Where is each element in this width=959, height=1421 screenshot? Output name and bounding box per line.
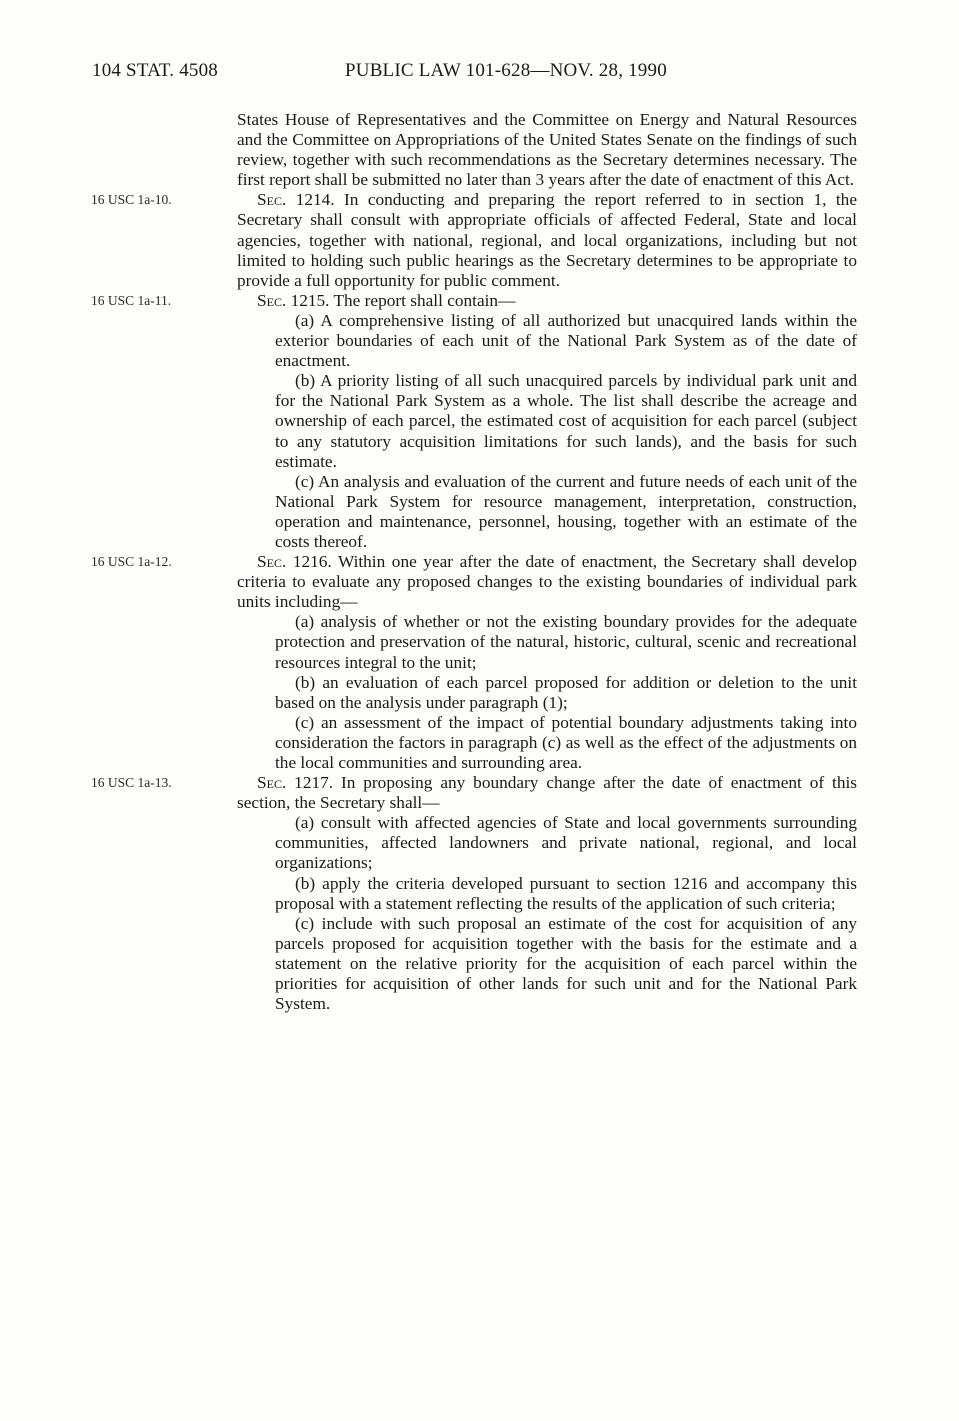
body-text [91, 110, 857, 1014]
running-head [92, 60, 872, 90]
section-1215 [91, 290, 857, 311]
section-1216 [91, 552, 857, 612]
section-label: Sec. 1217. [257, 773, 334, 793]
margin-note-1214: 16 USC 1a-10. [91, 192, 172, 208]
section-1215-item-b: (b) A priority listing of all such unacquired parcels by individual park unit and for the National Park System as a whole. The list shall describe the acreage and ownership of each parcel, the estimated cost of acquisition for each parcel (subject to any statutory acquisition limitations for such lands), and the basis for such estimate. [275, 371, 857, 471]
section-text: In proposing any boundary change after the date of enactment of this section, the Secretary shall— [237, 773, 857, 813]
section-text: In conducting and preparing the report referred to in section 1, the Secretary shall consult with appropriate officials of affected Federal, State and local agencies, together with national, regional, and local organizations, including but not limited to holding such public hearings as the Secretary determines to be appropriate to provide a full opportunity for public comment. [237, 190, 857, 290]
section-1216-item-c: (c) an assessment of the impact of potential boundary adjustments taking into consideration the factors in paragraph (c) as well as the effect of the adjustments on the local communities and surrounding area. [275, 712, 857, 772]
section-label: Sec. 1215. [257, 290, 330, 310]
margin-note-1216: 16 USC 1a-12. [91, 554, 172, 570]
section-1215-item-a: (a) A comprehensive listing of all authorized but unacquired lands within the exterior boundaries of each unit of the National Park System as of the date of enactment. [275, 310, 857, 371]
section-text: Within one year after the date of enactment, the Secretary shall develop criteria to evaluate any proposed changes to the existing boundaries of individual park units including— [237, 552, 857, 612]
margin-note-1215: 16 USC 1a-11. [91, 292, 172, 308]
section-1216-item-b: (b) an evaluation of each parcel proposed for addition or deletion to the unit based on the analysis under paragraph (1); [275, 672, 857, 712]
section-1217-item-a: (a) consult with affected agencies of State and local governments surrounding communities, affected landowners and private national, regional, and local organizations; [275, 813, 857, 873]
section-1217-item-c: (c) include with such proposal an estimate of the cost for acquisition of any parcels proposed for acquisition together with the basis for the estimate and a statement on the relative priority for the acquisition of each parcel within the priorities for acquisition of other lands for such unit and for the National Park System. [275, 913, 857, 1014]
section-label: Sec. 1216. [257, 552, 332, 572]
section-label: Sec. 1214. [257, 190, 335, 210]
margin-note-1217: 16 USC 1a-13. [91, 775, 172, 791]
continuation-paragraph: States House of Representatives and the Committee on Energy and Natural Resources and the Committee on Appropriations of the United States Senate on the findings of such review, together with such recommendations as the Secretary determines necessary. The first report shall be submitted no later than 3 years after the date of enactment of this Act. [237, 110, 857, 190]
section-1216-item-a: (a) analysis of whether or not the existing boundary provides for the adequate protection and preservation of the natural, historic, cultural, scenic and recreational resources integral to the unit; [275, 612, 857, 672]
section-1217 [91, 773, 857, 813]
section-1215-item-c: (c) An analysis and evaluation of the current and future needs of each unit of the National Park System for resource management, interpretation, construction, operation and maintenance, personnel, housing, together with an estimate of the costs thereof. [275, 471, 857, 551]
section-text: The report shall contain— [329, 290, 516, 310]
section-1214 [91, 190, 857, 290]
section-1217-item-b: (b) apply the criteria developed pursuant to section 1216 and accompany this proposal with a statement reflecting the results of the application of such criteria; [275, 873, 857, 913]
law-title: PUBLIC LAW 101-628—NOV. 28, 1990 [345, 60, 667, 81]
stat-page-reference: 104 STAT. 4508 [92, 60, 219, 81]
